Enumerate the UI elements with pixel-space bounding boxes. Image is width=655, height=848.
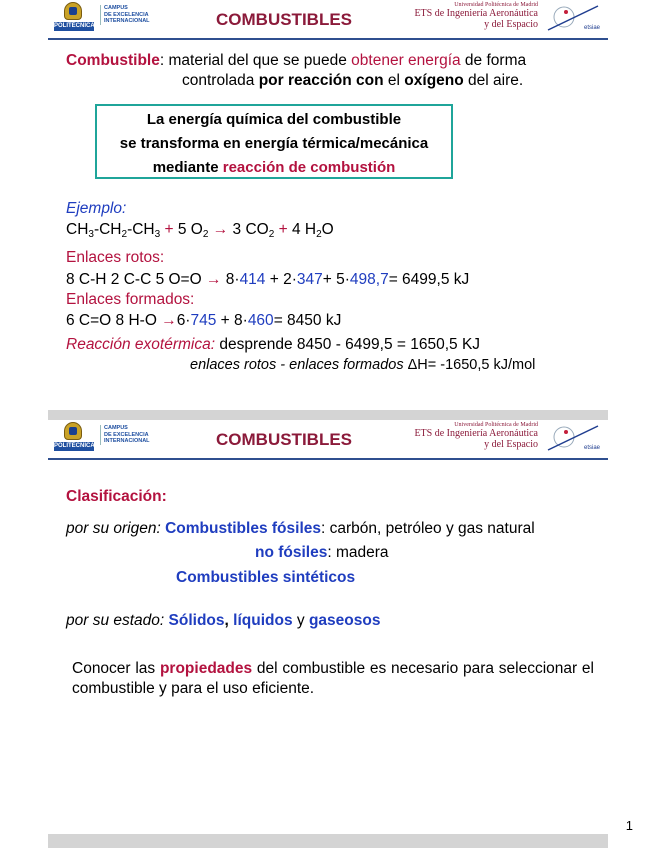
origen-line: por su origen: Combustibles fósiles: carbón, petróleo y gas natural: [66, 520, 535, 537]
conocer-paragraph: Conocer las propiedades del combustible es necesario para seleccionar el combustible y para el uso eficiente.: [72, 660, 594, 697]
upm-logo: [54, 2, 154, 32]
etsiae-emblem-icon: [544, 2, 604, 32]
page-number: 1: [625, 818, 633, 833]
sinteticos-line: Combustibles sintéticos: [176, 569, 356, 586]
exotermica-line: Reacción exotérmica: desprende 8450 - 6499,5 = 1650,5 KJ: [66, 336, 481, 353]
ejemplo-label: Ejemplo:: [66, 200, 127, 217]
campus-label: CAMPUS DE EXCELENCIA INTERNACIONAL: [100, 425, 164, 445]
definition-line-2: controlada por reacción con el oxígeno del aire.: [182, 72, 524, 89]
enlaces-rotos-line: 8 C-H 2 C-C 5 O=O → 8·414 + 2·347+ 5·498,7= 6499,5 kJ: [66, 271, 470, 288]
slide-header: [48, 420, 608, 454]
enlaces-rotos-label: Enlaces rotos:: [66, 249, 165, 266]
no-fosiles-line: no fósiles: madera: [255, 544, 389, 561]
shield-icon: [64, 2, 82, 20]
energy-box: La energía química del combustible se transforma en energía térmica/mecánica mediante reacción de combustión: [95, 104, 453, 179]
enlaces-formados-label: Enlaces formados:: [66, 291, 195, 308]
page-title: COMBUSTIBLES: [216, 10, 352, 29]
delta-h-line: enlaces rotos - enlaces formados ΔH= -1650,5 kJ/mol: [190, 357, 536, 373]
upm-logo: [54, 422, 154, 452]
school-name: Universidad Politécnica de Madrid ETS de Ingeniería Aeronáutica y del Espacio: [414, 422, 538, 450]
estado-line: por su estado: Sólidos, líquidos y gaseosos: [66, 612, 381, 629]
page-title: COMBUSTIBLES: [216, 430, 352, 449]
enlaces-formados-line: 6 C=O 8 H-O →6·745 + 8·460= 8450 kJ: [66, 312, 342, 329]
shield-icon: [64, 422, 82, 440]
header-divider: [48, 38, 608, 40]
svg-text:etsiae: etsiae: [584, 25, 601, 31]
reaction-equation: $CH_3-CH_2-CH_3 + 5$ $O_2 \to 3$ $CO_2 + 4$ $H_2O$: [66, 221, 334, 240]
etsiae-emblem-icon: [544, 422, 604, 452]
header-divider: [48, 458, 608, 460]
politecnica-label: POLITÉCNICA: [54, 443, 95, 449]
svg-text:etsiae: etsiae: [584, 445, 601, 451]
slide-header: [48, 0, 608, 34]
politecnica-label: POLITÉCNICA: [54, 23, 95, 29]
clasificacion-heading: Clasificación:: [66, 488, 167, 505]
slide-bottom-bar: [48, 834, 608, 848]
school-name: Universidad Politécnica de Madrid ETS de Ingeniería Aeronáutica y del Espacio: [414, 2, 538, 30]
definition-line-1: Combustible: material del que se puede obtener energía de forma: [66, 52, 527, 69]
slide-separator-bar: [48, 410, 608, 420]
campus-label: CAMPUS DE EXCELENCIA INTERNACIONAL: [100, 5, 164, 25]
